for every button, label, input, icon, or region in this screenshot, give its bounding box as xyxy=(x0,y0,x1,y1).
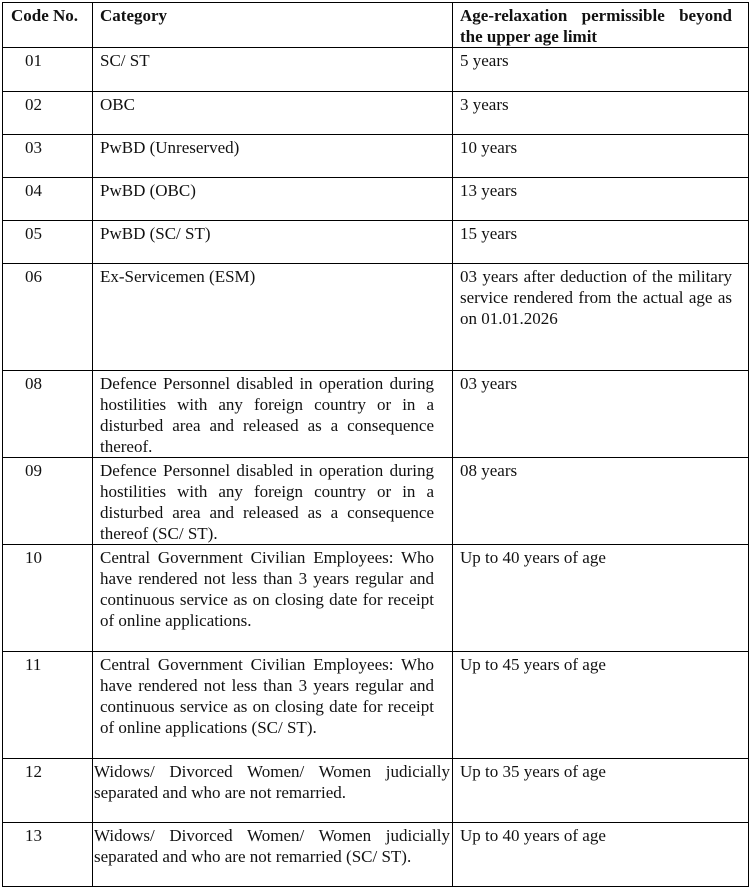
code-cell: 01 xyxy=(3,48,93,92)
table-row xyxy=(3,221,749,264)
category-cell: Central Government Civilian Employees: Who have rendered not less than 3 years regular and continuous service as on closing date for receipt of online applications (SC/ ST). xyxy=(93,652,453,759)
age-cell: 08 years xyxy=(453,458,749,545)
table-row xyxy=(3,178,749,221)
table-row xyxy=(3,759,749,823)
category-cell: Defence Personnel disabled in operation during hostilities with any foreign country or in a disturbed area and released as a consequence thereof. xyxy=(93,371,453,458)
age-cell: Up to 40 years of age xyxy=(453,823,749,887)
code-cell: 05 xyxy=(3,221,93,264)
header-row xyxy=(3,3,749,48)
age-cell: 10 years xyxy=(453,135,749,178)
age-cell: Up to 45 years of age xyxy=(453,652,749,759)
table-row xyxy=(3,545,749,652)
table-row xyxy=(3,264,749,371)
code-cell: 09 xyxy=(3,458,93,545)
age-cell: Up to 40 years of age xyxy=(453,545,749,652)
category-cell: Widows/ Divorced Women/ Women judicially separated and who are not remarried (SC/ ST). xyxy=(93,823,453,887)
header-age-relaxation: Age-relaxation permissible beyond the upper age limit xyxy=(453,3,749,48)
age-cell: 3 years xyxy=(453,92,749,135)
code-cell: 11 xyxy=(3,652,93,759)
code-cell: 02 xyxy=(3,92,93,135)
age-cell: 5 years xyxy=(453,48,749,92)
age-cell: 15 years xyxy=(453,221,749,264)
code-cell: 13 xyxy=(3,823,93,887)
header-category: Category xyxy=(93,3,453,48)
category-cell: Defence Personnel disabled in operation during hostilities with any foreign country or in a disturbed area and released as a consequence thereof (SC/ ST). xyxy=(93,458,453,545)
category-cell: Central Government Civilian Employees: Who have rendered not less than 3 years regular and continuous service as on closing date for receipt of online applications. xyxy=(93,545,453,652)
category-cell: PwBD (SC/ ST) xyxy=(93,221,453,264)
table-row xyxy=(3,92,749,135)
table-row xyxy=(3,652,749,759)
table-row xyxy=(3,48,749,92)
age-cell: 13 years xyxy=(453,178,749,221)
category-cell: PwBD (OBC) xyxy=(93,178,453,221)
code-cell: 03 xyxy=(3,135,93,178)
table-row xyxy=(3,458,749,545)
header-code: Code No. xyxy=(3,3,93,48)
age-relaxation-table xyxy=(2,2,749,887)
code-cell: 06 xyxy=(3,264,93,371)
code-cell: 04 xyxy=(3,178,93,221)
category-cell: SC/ ST xyxy=(93,48,453,92)
age-cell: 03 years xyxy=(453,371,749,458)
age-cell: Up to 35 years of age xyxy=(453,759,749,823)
code-cell: 12 xyxy=(3,759,93,823)
table-row xyxy=(3,371,749,458)
table-row xyxy=(3,823,749,887)
category-cell: OBC xyxy=(93,92,453,135)
table-row xyxy=(3,135,749,178)
code-cell: 10 xyxy=(3,545,93,652)
category-cell: PwBD (Unreserved) xyxy=(93,135,453,178)
category-cell: Widows/ Divorced Women/ Women judicially separated and who are not remarried. xyxy=(93,759,453,823)
code-cell: 08 xyxy=(3,371,93,458)
age-cell: 03 years after deduction of the military service rendered from the actual age as on 01.01.2026 xyxy=(453,264,749,371)
category-cell: Ex-Servicemen (ESM) xyxy=(93,264,453,371)
